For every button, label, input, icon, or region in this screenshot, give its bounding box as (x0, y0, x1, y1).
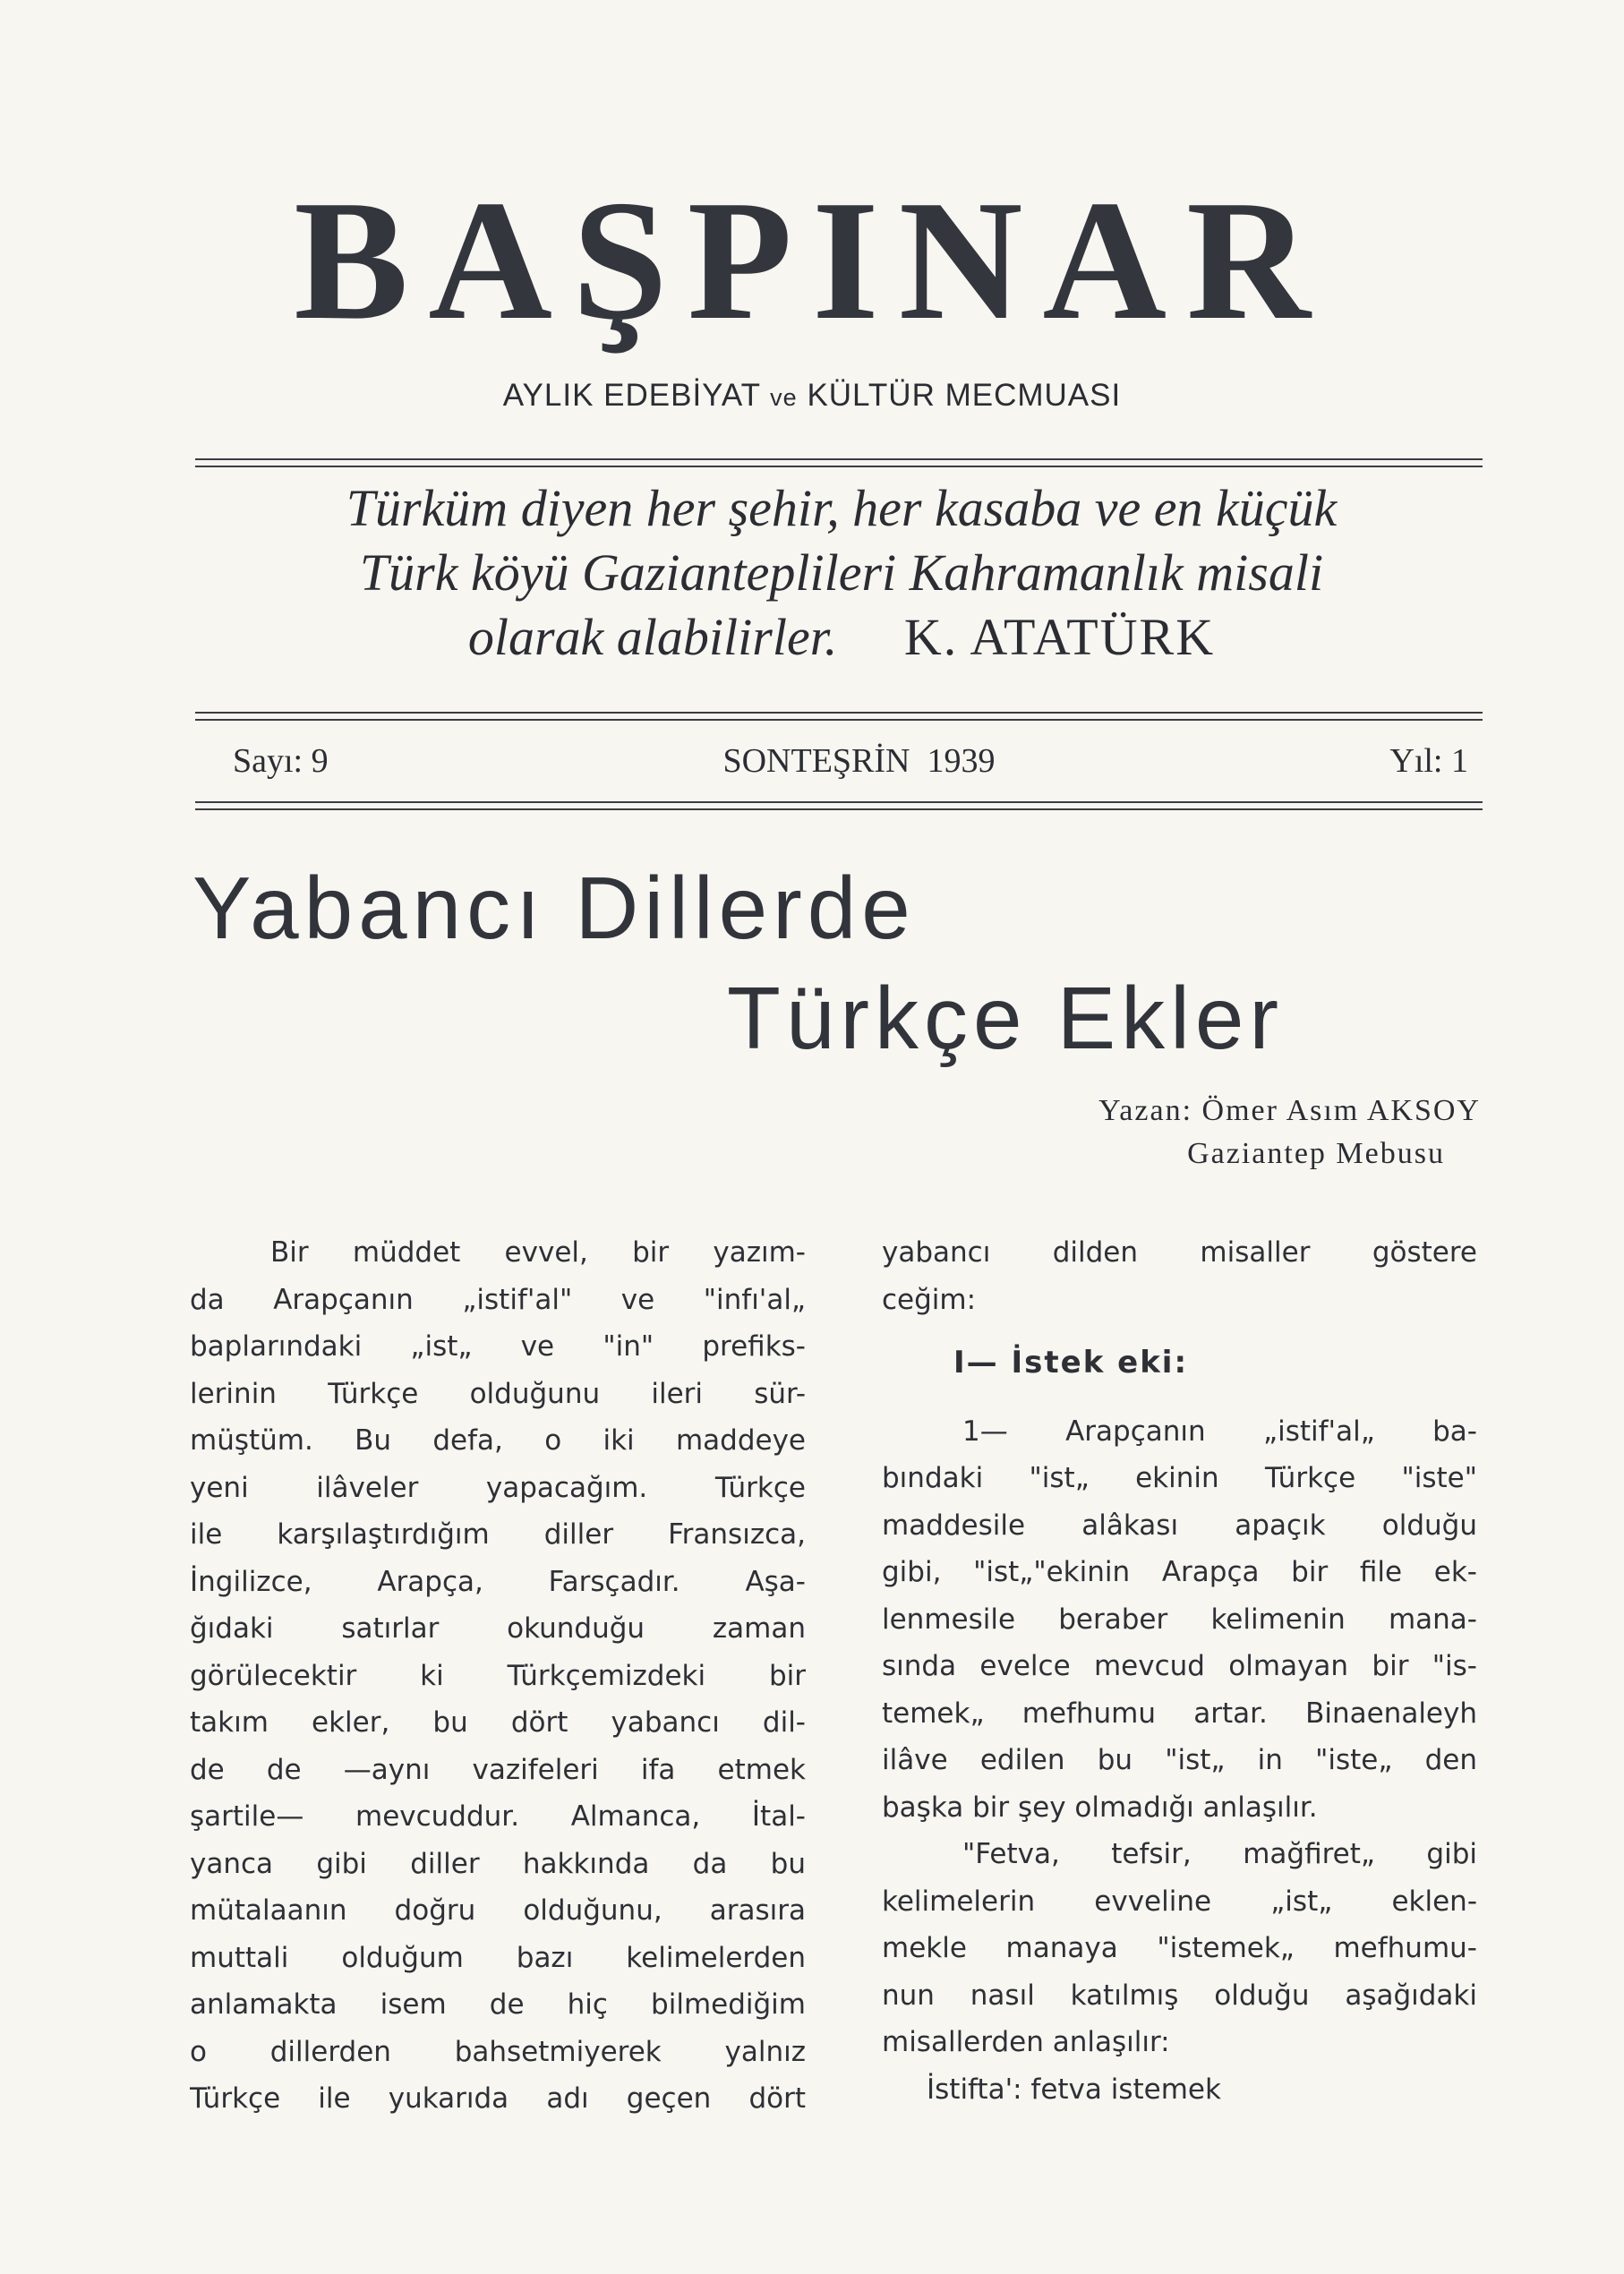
text-line: lenmesile beraber kelimenin mana- (882, 1603, 1477, 1636)
text-line: misallerden anlaşılır: (882, 2026, 1170, 2058)
article-author-title: Gaziantep Mebusu (1187, 1137, 1445, 1170)
text-line: "Fetva, tefsir, mağfiret„ gibi (962, 1838, 1477, 1870)
mid-double-rule-2 (195, 719, 1483, 721)
mid-double-rule-1 (195, 712, 1483, 714)
text-line: ilâve edilen bu "ist„ in "iste„ den (882, 1744, 1477, 1776)
text-line: şartile— mevcuddur. Almanca, İtal- (190, 1800, 806, 1833)
text-line: yeni ilâveler yapacağım. Türkçe (190, 1471, 806, 1504)
text-line: ile karşılaştırdığım diller Fransızca, (190, 1518, 806, 1551)
text-line: sında evelce mevcud olmayan bir "is- (882, 1650, 1477, 1682)
article-right-column (882, 1229, 1477, 2113)
text-line: de de —aynı vazifeleri ifa etmek (190, 1753, 806, 1786)
text-line: İngilizce, Arapça, Farsçadır. Aşa- (190, 1565, 806, 1598)
text-line: takım ekler, bu dört yabancı dil- (190, 1706, 806, 1739)
article-title-line-2: Türkçe Ekler (727, 969, 1285, 1067)
magazine-subtitle (0, 378, 1624, 414)
text-line: baplarındaki „ist„ ve "in" prefiks- (190, 1330, 806, 1363)
text-line: mütalaanın doğru olduğunu, arasıra (190, 1894, 806, 1927)
text-line: Bir müddet evvel, bir yazım- (270, 1236, 806, 1269)
issue-year: Yıl: 1 (1389, 742, 1468, 780)
article-author: Yazan: Ömer Asım AKSOY (1098, 1094, 1481, 1127)
text-line: ğıdaki satırlar okunduğu zaman (190, 1612, 806, 1645)
magazine-title: BAŞPINAR (294, 165, 1330, 355)
issue-date: SONTEŞRİN 1939 (722, 742, 996, 780)
ataturk-quote (206, 476, 1477, 670)
text-line: temek„ mefhumu artar. Binaenaleyh (882, 1697, 1477, 1730)
text-line: mekle manaya "istemek„ mefhumu- (882, 1932, 1477, 1964)
text-line: müştüm. Bu defa, o iki maddeye (190, 1424, 806, 1457)
top-double-rule-2 (195, 466, 1483, 467)
subtitle-part-b: KÜLTÜR MECMUASI (807, 378, 1122, 413)
article-left-column (190, 1229, 806, 2123)
bottom-double-rule-2 (195, 808, 1483, 810)
quote-line-2: Türk köyü Gazianteplileri Kahramanlık misali (359, 543, 1324, 602)
bottom-double-rule-1 (195, 801, 1483, 803)
text-line: nun nasıl katılmış olduğu aşağıdaki (882, 1979, 1477, 2012)
section-heading: I— İstek eki: (953, 1345, 1189, 1381)
text-line: da Arapçanın „istif'al" ve "infı'al„ (190, 1283, 806, 1316)
text-line: yabancı dilden misaller göstere (882, 1236, 1477, 1269)
issue-number: Sayı: 9 (233, 742, 329, 780)
text-line: başka bir şey olmadığı anlaşılır. (882, 1791, 1318, 1824)
top-double-rule-1 (195, 458, 1483, 460)
text-line: o dillerden bahsetmiyerek yalnız (190, 2035, 806, 2068)
text-line: Türkçe ile yukarıda adı geçen dört (190, 2082, 806, 2115)
text-line: muttali olduğum bazı kelimelerden (190, 1941, 806, 1974)
subtitle-part-a: AYLIK EDEBİYAT (502, 378, 761, 413)
text-line: yanca gibi diller hakkında da bu (190, 1847, 806, 1880)
text-line: maddesile alâkası apaçık olduğu (882, 1509, 1477, 1542)
text-line: gibi, "ist„"ekinin Arapça bir file ek- (882, 1556, 1477, 1588)
quote-author: K. ATATÜRK (903, 608, 1216, 666)
text-line: kelimelerin evveline „ist„ eklen- (882, 1885, 1477, 1918)
article-title-line-1: Yabancı Dillerde (192, 859, 916, 957)
issue-info-row (233, 741, 1468, 781)
text-line: bındaki "ist„ ekinin Türkçe "iste" (882, 1462, 1477, 1494)
text-line: ceğim: (882, 1283, 977, 1316)
quote-line-1: Türküm diyen her şehir, her kasaba ve en küçük (346, 479, 1338, 537)
text-line: 1— Arapçanın „istif'al„ ba- (962, 1415, 1477, 1448)
text-line: anlamakta isem de hiç bilmediğim (190, 1988, 806, 2021)
text-line: görülecektir ki Türkçemizdeki bir (190, 1659, 806, 1692)
text-line: lerinin Türkçe olduğunu ileri sür- (190, 1377, 806, 1410)
subtitle-ve: ve (770, 384, 798, 411)
quote-line-3: olarak alabilirler. (467, 608, 838, 666)
example-line: İstifta': fetva istemek (927, 2073, 1221, 2106)
